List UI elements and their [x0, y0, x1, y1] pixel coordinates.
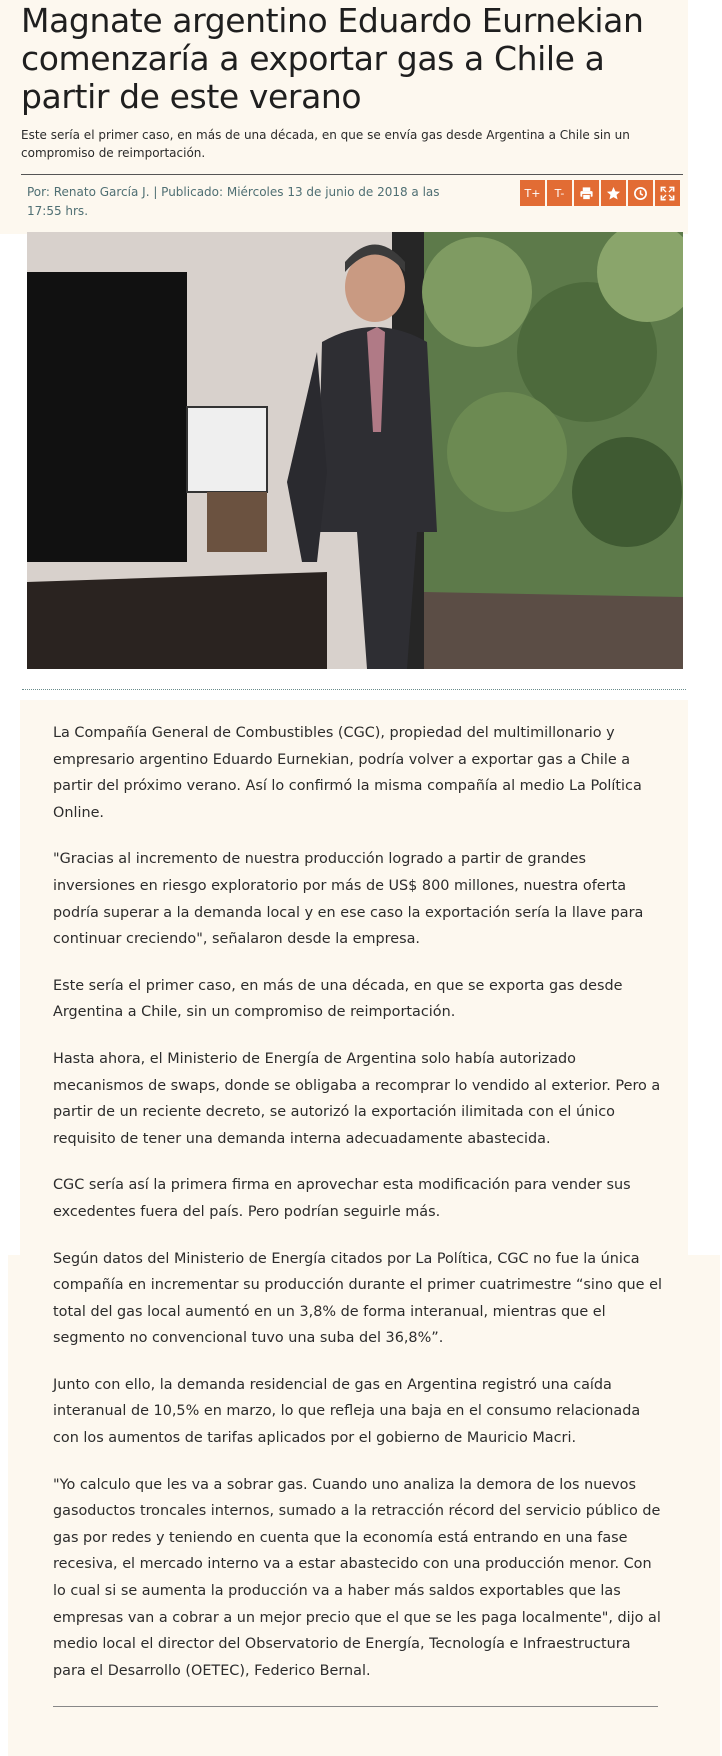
print-icon: [579, 186, 594, 201]
favorite-button[interactable]: [601, 180, 626, 206]
article-subtitle: Este sería el primer caso, en más de una década, en que se envía gas desde Argentina a Chile sin un compromiso de reimportación.: [21, 128, 630, 160]
article-paragraph: Según datos del Ministerio de Energía citados por La Política, CGC no fue la única compañía en incrementar su producción durante el primer cuatrimestre “sino que el total del gas local aumentó en un 3,8% de forma interanual, mientras que el segmento no convencional tuvo una suba del 36,8%”.: [53, 1250, 662, 1347]
star-icon: [606, 186, 621, 201]
decrease-text-button[interactable]: T-: [547, 180, 572, 206]
history-button[interactable]: [628, 180, 653, 206]
print-button[interactable]: [574, 180, 599, 206]
article-toolbar: [520, 180, 680, 206]
article-photo: [27, 232, 683, 669]
article-byline: Por: Renato García J. | Publicado: Miércoles 13 de junio de 2018 a las 17:55 hrs.: [27, 185, 440, 218]
header-divider: [21, 174, 683, 175]
photo-divider: [22, 689, 686, 690]
expand-icon: [660, 186, 675, 201]
article-paragraph: La Compañía General de Combustibles (CGC), propiedad del multimillonario y empresario argentino Eduardo Eurnekian, podría volver a exportar gas a Chile a partir del próximo verano. Así lo confirmó la misma compañía al medio La Política Online.: [53, 725, 642, 821]
fullscreen-button[interactable]: [655, 180, 680, 206]
article-paragraph: Este sería el primer caso, en más de una década, en que se exporta gas desde Argentina a Chile, sin un compromiso de reimportación.: [53, 977, 623, 1021]
article-paragraph: CGC sería así la primera firma en aprovechar esta modificación para vender sus excedentes fuera del país. Pero podrían seguirle más.: [53, 1177, 631, 1220]
article-paragraph: Junto con ello, la demanda residencial de gas en Argentina registró una caída interanual de 10,5% en marzo, lo que refleja una baja en el consumo relacionada con los aumentos de tarifas aplicados por el gobierno de Mauricio Macri.: [53, 1376, 641, 1447]
article-title: Magnate argentino Eduardo Eurnekian comenzaría a exportar gas a Chile a partir de este verano: [21, 1, 644, 116]
article-paragraph: "Yo calculo que les va a sobrar gas. Cuando uno analiza la demora de los nuevos gasoductos troncales internos, sumado a la retracción récord del servicio público de gas por redes y teniendo en cuenta que la economía está entrando en una fase recesiva, el mercado interno va a estar abastecido con una producción menor. Con lo cual si se aumenta la producción va a haber más saldos exportables que las empresas van a cobrar a un mejor precio que el que se les paga localmente", dijo al medio local el director del Observatorio de Energía, Tecnología e Infraestructura para el Desarrollo (OETEC), Federico Bernal.: [53, 1476, 661, 1679]
article-paragraph: "Gracias al incremento de nuestra producción logrado a partir de grandes inversiones en riesgo exploratorio por más de US$ 800 millones, nuestra oferta podría superar a la demanda local y en ese caso la exportación sería la llave para continuar creciendo", señalaron desde la empresa.: [53, 851, 644, 948]
clock-icon: [633, 186, 648, 201]
article-end-divider: [53, 1706, 658, 1707]
article-body: [53, 720, 663, 1704]
increase-text-button[interactable]: T+: [520, 180, 545, 206]
article-paragraph: Hasta ahora, el Ministerio de Energía de Argentina solo había autorizado mecanismos de swaps, donde se obligaba a recomprar lo vendido al exterior. Pero a partir de un reciente decreto, se autorizó la exportación ilimitada con el único requisito de tener una demanda interna adecuadamente abastecida.: [53, 1050, 661, 1147]
